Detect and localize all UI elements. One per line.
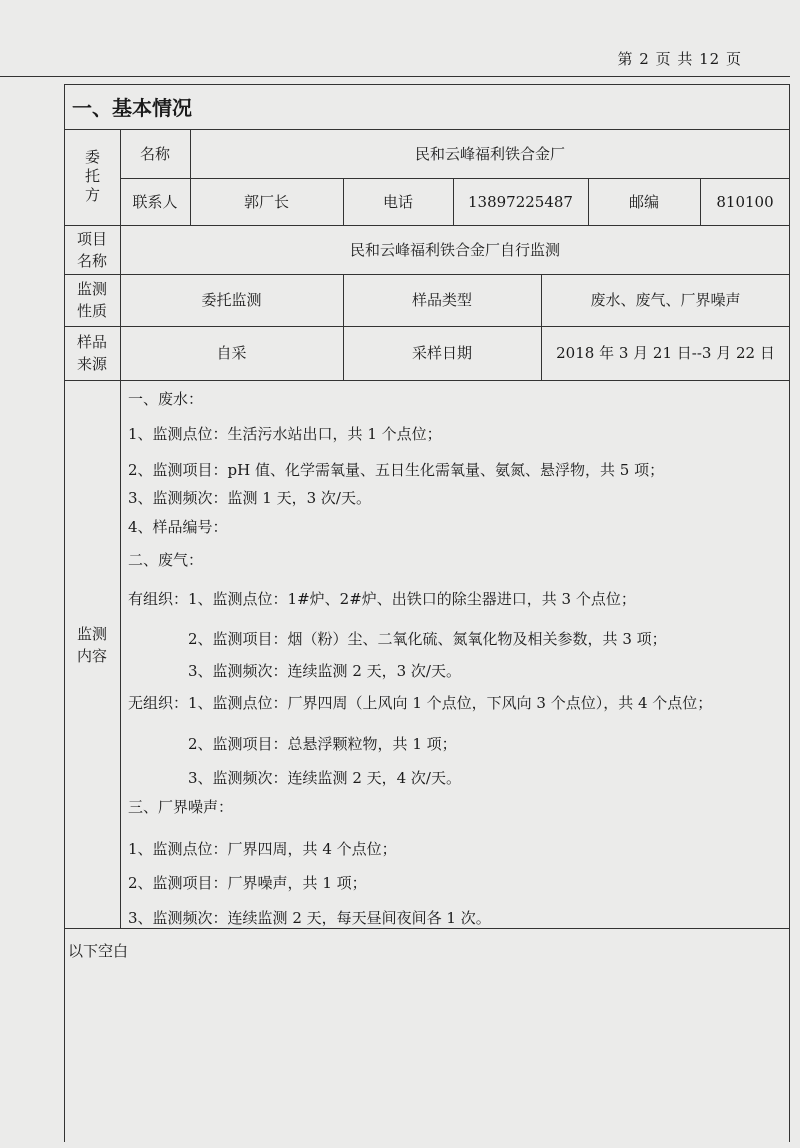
header-rule <box>0 76 790 77</box>
content-line: 有组织：1、监测点位：1#炉、2#炉、出铁口的除尘器进口，共 3 个点位； <box>128 590 636 608</box>
content-label: 监测内容 <box>76 625 107 665</box>
page-number: 第 2 页 共 12 页 <box>617 50 742 68</box>
content-line: 3、监测频次：连续监测 2 天，4 次/天。 <box>188 769 461 787</box>
row-divider <box>64 380 790 381</box>
content-line: 三、厂界噪声： <box>128 798 234 816</box>
content-line: 一、废水： <box>128 390 204 408</box>
nature-value: 委托监测 <box>201 291 262 309</box>
postcode-label: 邮编 <box>628 192 659 211</box>
content-line: 3、监测频次：连续监测 2 天，每天昼间夜间各 1 次。 <box>128 909 491 927</box>
content-line: 3、监测频次：连续监测 2 天，3 次/天。 <box>188 662 461 680</box>
content-line: 1、监测点位：生活污水站出口，共 1 个点位； <box>128 425 442 443</box>
section-title: 一、基本情况 <box>72 96 192 120</box>
sampling-date-value: 2018 年 3 月 21 日--3 月 22 日 <box>556 344 775 362</box>
client-label: 委托方 <box>83 148 101 206</box>
phone-value: 13897225487 <box>468 192 573 211</box>
project-value: 民和云峰福利铁合金厂自行监测 <box>349 240 560 259</box>
postcode-value: 810100 <box>716 192 774 211</box>
content-line: 3、监测频次：监测 1 天，3 次/天。 <box>128 489 371 507</box>
table-top-border <box>64 84 790 85</box>
project-label: 项目名称 <box>76 229 107 270</box>
footer-note: 以下空白 <box>68 942 129 960</box>
row-divider <box>64 928 790 929</box>
content-line: 4、样品编号： <box>128 518 228 536</box>
content-line: 2、监测项目：厂界噪声，共 1 项； <box>128 874 367 892</box>
phone-label: 电话 <box>382 192 413 211</box>
contact-label: 联系人 <box>132 192 178 211</box>
content-line: 2、监测项目：烟（粉）尘、二氧化硫、氮氧化物及相关参数，共 3 项； <box>188 630 667 648</box>
sample-type-label: 样品类型 <box>411 291 472 309</box>
name-label: 名称 <box>139 144 170 163</box>
source-value: 自采 <box>216 344 247 362</box>
content-line: 无组织：1、监测点位：厂界四周（上风向 1 个点位，下风向 3 个点位），共 4 个点位； <box>128 694 713 712</box>
name-value: 民和云峰福利铁合金厂 <box>414 144 565 163</box>
source-label: 样品来源 <box>76 333 107 373</box>
nature-label: 监测性质 <box>76 280 107 320</box>
content-line: 二、废气： <box>128 551 204 569</box>
contact-value: 郭厂长 <box>243 192 289 211</box>
content-line: 2、监测项目：总悬浮颗粒物，共 1 项； <box>188 735 457 753</box>
content-line: 1、监测点位：厂界四周，共 4 个点位； <box>128 840 397 858</box>
sample-type-value: 废水、废气、厂界噪声 <box>590 291 741 309</box>
sampling-date-label: 采样日期 <box>411 344 472 362</box>
content-line: 2、监测项目：pH 值、化学需氧量、五日生化需氧量、氨氮、悬浮物，共 5 项； <box>128 461 665 479</box>
